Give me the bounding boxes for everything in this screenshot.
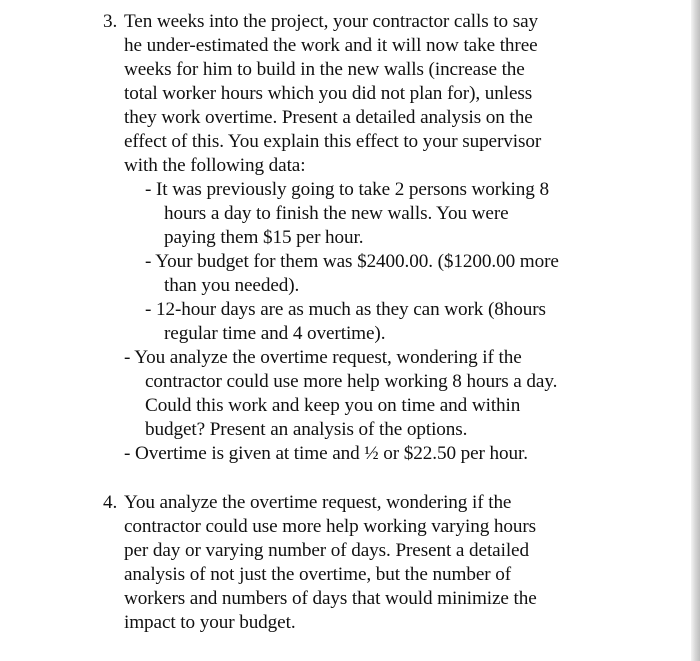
- bullet-1-line-1: - You analyze the overtime request, wondering if the: [124, 347, 522, 368]
- question-3-line-1: Ten weeks into the project, your contractor calls to say: [124, 11, 538, 32]
- sub-bullet-3-line-1: - 12-hour days are as much as they can work (8hours: [145, 299, 546, 320]
- question-4-line-3: per day or varying number of days. Present a detailed: [124, 540, 529, 561]
- sub-bullet-2-line-2: than you needed).: [164, 275, 300, 296]
- page-right-edge-shadow: [691, 0, 700, 661]
- sub-bullet-3-line-2: regular time and 4 overtime).: [164, 323, 386, 344]
- sub-bullet-1-line-2: hours a day to finish the new walls. You were: [164, 203, 509, 224]
- question-4-line-1: You analyze the overtime request, wondering if the: [124, 492, 512, 513]
- sub-bullet-2-line-1: - Your budget for them was $2400.00. ($1200.00 more: [145, 251, 559, 272]
- question-4-line-6: impact to your budget.: [124, 612, 296, 633]
- question-4-line-2: contractor could use more help working varying hours: [124, 516, 537, 537]
- sub-bullet-1-line-1: - It was previously going to take 2 persons working 8: [145, 179, 549, 200]
- bullet-2-line-1: - Overtime is given at time and ½ or $22.50 per hour.: [124, 443, 528, 464]
- question-4-line-4: analysis of not just the overtime, but the number of: [124, 564, 512, 585]
- question-4-number: 4.: [103, 492, 118, 513]
- question-3-number: 3.: [103, 11, 118, 32]
- question-3-line-7: with the following data:: [124, 155, 306, 176]
- question-3-line-6: effect of this. You explain this effect to your supervisor: [124, 131, 542, 152]
- sub-bullet-1-line-3: paying them $15 per hour.: [164, 227, 364, 248]
- question-3-line-5: they work overtime. Present a detailed analysis on the: [124, 107, 533, 128]
- bullet-1-line-2: contractor could use more help working 8 hours a day.: [145, 371, 558, 392]
- question-3-line-2: he under-estimated the work and it will now take three: [124, 35, 538, 56]
- question-3-line-3: weeks for him to build in the new walls (increase the: [124, 59, 525, 80]
- question-4-line-5: workers and numbers of days that would minimize the: [124, 588, 537, 609]
- bullet-1-line-3: Could this work and keep you on time and within: [145, 395, 521, 416]
- question-3-line-4: total worker hours which you did not plan for), unless: [124, 83, 533, 104]
- bullet-1-line-4: budget? Present an analysis of the options.: [145, 419, 468, 440]
